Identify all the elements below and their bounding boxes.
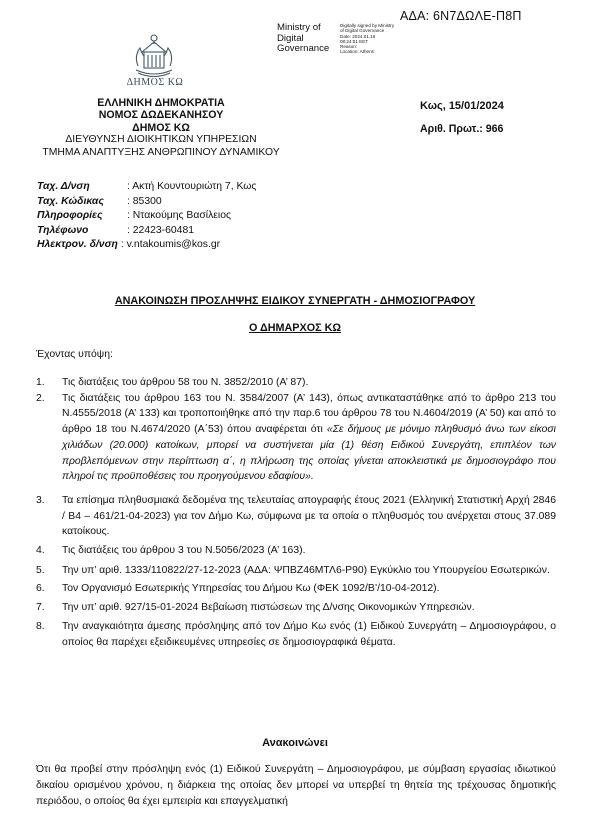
- announcement-title: ΑΝΑΚΟΙΝΩΣΗ ΠΡΟΣΛΗΨΗΣ ΕΙΔΙΚΟΥ ΣΥΝΕΡΓΑΤΗ - ΔΗΜΟΣΙΟΓΡΑΦΟΥ: [114, 295, 476, 307]
- list-number: 8.: [36, 620, 45, 632]
- contact-value: : Ντακούμης Βασίλειος: [127, 210, 232, 221]
- contact-label: Ηλεκτρον. δ/νση: [37, 239, 118, 250]
- digital-signature-details: [340, 23, 430, 55]
- signature-title-line: Digital: [277, 32, 304, 44]
- municipality-crest-icon: [128, 30, 180, 80]
- protocol-number: Αριθ. Πρωτ.: 966: [420, 123, 504, 135]
- list-number: 2.: [36, 392, 45, 404]
- issuer-header: [40, 97, 282, 159]
- list-item: [36, 493, 556, 540]
- contact-details: [37, 180, 256, 253]
- contact-value: : 22423-60481: [127, 224, 195, 236]
- list-number: 1.: [36, 377, 45, 388]
- signature-detail-line: Location: Athens: [340, 49, 374, 55]
- considerations-intro: Έχοντας υπόψη:: [36, 349, 113, 360]
- list-item: [36, 563, 556, 579]
- contact-value: : 85300: [127, 195, 162, 207]
- contact-row: [37, 195, 256, 210]
- header-line: ΕΛΛΗΝΙΚΗ ΔΗΜΟΚΡΑΤΙΑ: [97, 97, 225, 109]
- contact-label: Ταχ. Κώδικας: [37, 195, 104, 207]
- list-number: 3.: [36, 494, 45, 506]
- list-text: Την υπ’ αριθ. 1333/110822/27-12-2023 (ΑΔΑ: ΨΠΒΖ46ΜΤΛ6-Ρ90) Εγκύκλιο του Υπουργείου Εσωτερικών.: [62, 564, 550, 576]
- list-text: Τις διατάξεις του άρθρου 163 του Ν. 3584/2007 (Α’ 143), όπως αντικαταστάθηκε από το άρθρο 213 του Ν.4555/2018 (Α’ 133) και τροποποιήθηκε από την παρ.6 του άρθρου 78 του Ν.4604/2019 (Α’ 50) και από το άρθρο 18 του Ν.4674/2020 (Α΄53) όπου αναφέρεται ότι: [62, 392, 556, 436]
- list-item: [36, 391, 556, 485]
- header-line: ΔΗΜΟΣ ΚΩ: [132, 121, 190, 134]
- contact-label: Ταχ. Δ/νση: [37, 181, 90, 192]
- mayor-heading: Ο ΔΗΜΑΡΧΟΣ ΚΩ: [248, 322, 342, 334]
- signature-detail-line: Date: 2024.01.16: [340, 33, 376, 39]
- list-number: 4.: [36, 545, 45, 557]
- contact-row: [37, 224, 256, 239]
- contact-label: Πληροφορίες: [37, 210, 103, 221]
- list-number: 5.: [36, 564, 45, 576]
- list-number: 7.: [36, 602, 45, 614]
- list-text: Τα επίσημα πληθυσμιακά δεδομένα της τελευταίας απογραφής έτους 2021 (Ελληνική Στατιστική Αρχή 2846 / Β4 – 461/21-04-2023) για τον Δήμο Κω, σύμφωνα με τα οποία ο πληθυσμός του ανέρχεται στους 37.089 κατοίκους.: [62, 494, 556, 538]
- list-text: Τον Οργανισμό Εσωτερικής Υπηρεσίας του Δήμου Κω (ΦΕΚ 1092/Β’/10-04-2012).: [62, 583, 440, 595]
- list-text: Την υπ’ αριθ. 927/15-01-2024 Βεβαίωση πιστώσεων της Δ/νσης Οικονομικών Υπηρεσιών.: [62, 602, 475, 614]
- list-item: [36, 375, 556, 391]
- header-line: ΔΙΕΥΘΥΝΣΗ ΔΙΟΙΚΗΤΙΚΩΝ ΥΠΗΡΕΣΙΩΝ: [65, 134, 257, 146]
- list-item: [36, 619, 556, 650]
- digital-signature-title: [277, 23, 339, 55]
- contact-label: Τηλέφωνο: [37, 224, 89, 236]
- contact-value: : Ακτή Κουντουριώτη 7, Κως: [127, 181, 257, 192]
- logo-text: ΔΗΜΟΣ ΚΩ: [126, 77, 184, 88]
- list-item: [36, 600, 556, 616]
- signature-detail-line: of Digital Governance: [340, 28, 385, 34]
- considerations-list: [36, 375, 556, 650]
- signature-title-line: Governance: [277, 43, 330, 55]
- signature-detail-line: Digitally signed by Ministry: [340, 23, 395, 28]
- list-text: Τις διατάξεις του άρθρου 58 του Ν. 3852/2010 (Α’ 87).: [62, 377, 309, 388]
- document-date: Κως, 15/01/2024: [420, 100, 504, 112]
- signature-detail-line: 08:24:51 EET: [340, 38, 369, 44]
- announce-heading: Ανακοινώνει: [262, 737, 328, 749]
- header-line: ΝΟΜΟΣ ΔΩΔΕΚΑΝΗΣΟΥ: [98, 109, 224, 122]
- list-text: Την αναγκαιότητα άμεσης πρόσληψης από τον Δήμο Κω ενός (1) Ειδικού Συνεργάτη – Δημοσιογράφου, ο οποίος θα παρέχει εξειδικευμένες υπηρεσίες σε δημοσιογραφικά θέματα.: [62, 620, 556, 648]
- list-number: 6.: [36, 583, 45, 595]
- signature-detail-line: Reason:: [340, 44, 358, 50]
- contact-row: [37, 209, 256, 224]
- contact-row: [37, 238, 256, 253]
- contact-row: [37, 180, 256, 195]
- list-text: Τις διατάξεις του άρθρου 3 του Ν.5056/2023 (Α’ 163).: [62, 545, 306, 557]
- announcement-paragraph: Ότι θα προβεί στην πρόσληψη ενός (1) Ειδικού Συνεργάτη – Δημοσιογράφου, με σύμβαση εργασίας ιδιωτικού δικαίου ορισμένου χρόνου, η διάρκεια της οποίας δεν μπορεί να υπερβεί τη θητεία της τρέχουσας δημοτικής περιόδου, ο οποίος θα έχει εμπειρία και επαγγελματική: [36, 764, 556, 808]
- contact-email-link[interactable]: : v.ntakoumis@kos.gr: [120, 239, 221, 250]
- signature-title-line: Ministry of: [277, 22, 321, 33]
- list-item: [36, 581, 556, 597]
- quoted-law-text: «Σε δήμους με μόνιμο πληθυσμό άνω των είκοσι χιλιάδων (20.000) κατοίκων, μπορεί να συστήνεται μία (1) θέση Ειδικού Συνεργάτη, επιπλέον των προβλεπόμενων στην περίπτωση α΄, η πλήρωση της οποίας γίνεται αποκλειστικά με δημοσιογράφο που πληροί τις προϋποθέσεις του προηγούμενου εδαφίου».: [62, 424, 556, 483]
- ada-code: ΑΔΑ: 6Ν7ΔΩΛΕ-Π8Π: [400, 9, 522, 23]
- list-item: [36, 543, 556, 559]
- header-line: ΤΜΗΜΑ ΑΝΑΠΤΥΞΗΣ ΑΝΘΡΩΠΙΝΟΥ ΔΥΝΑΜΙΚΟΥ: [42, 146, 280, 158]
